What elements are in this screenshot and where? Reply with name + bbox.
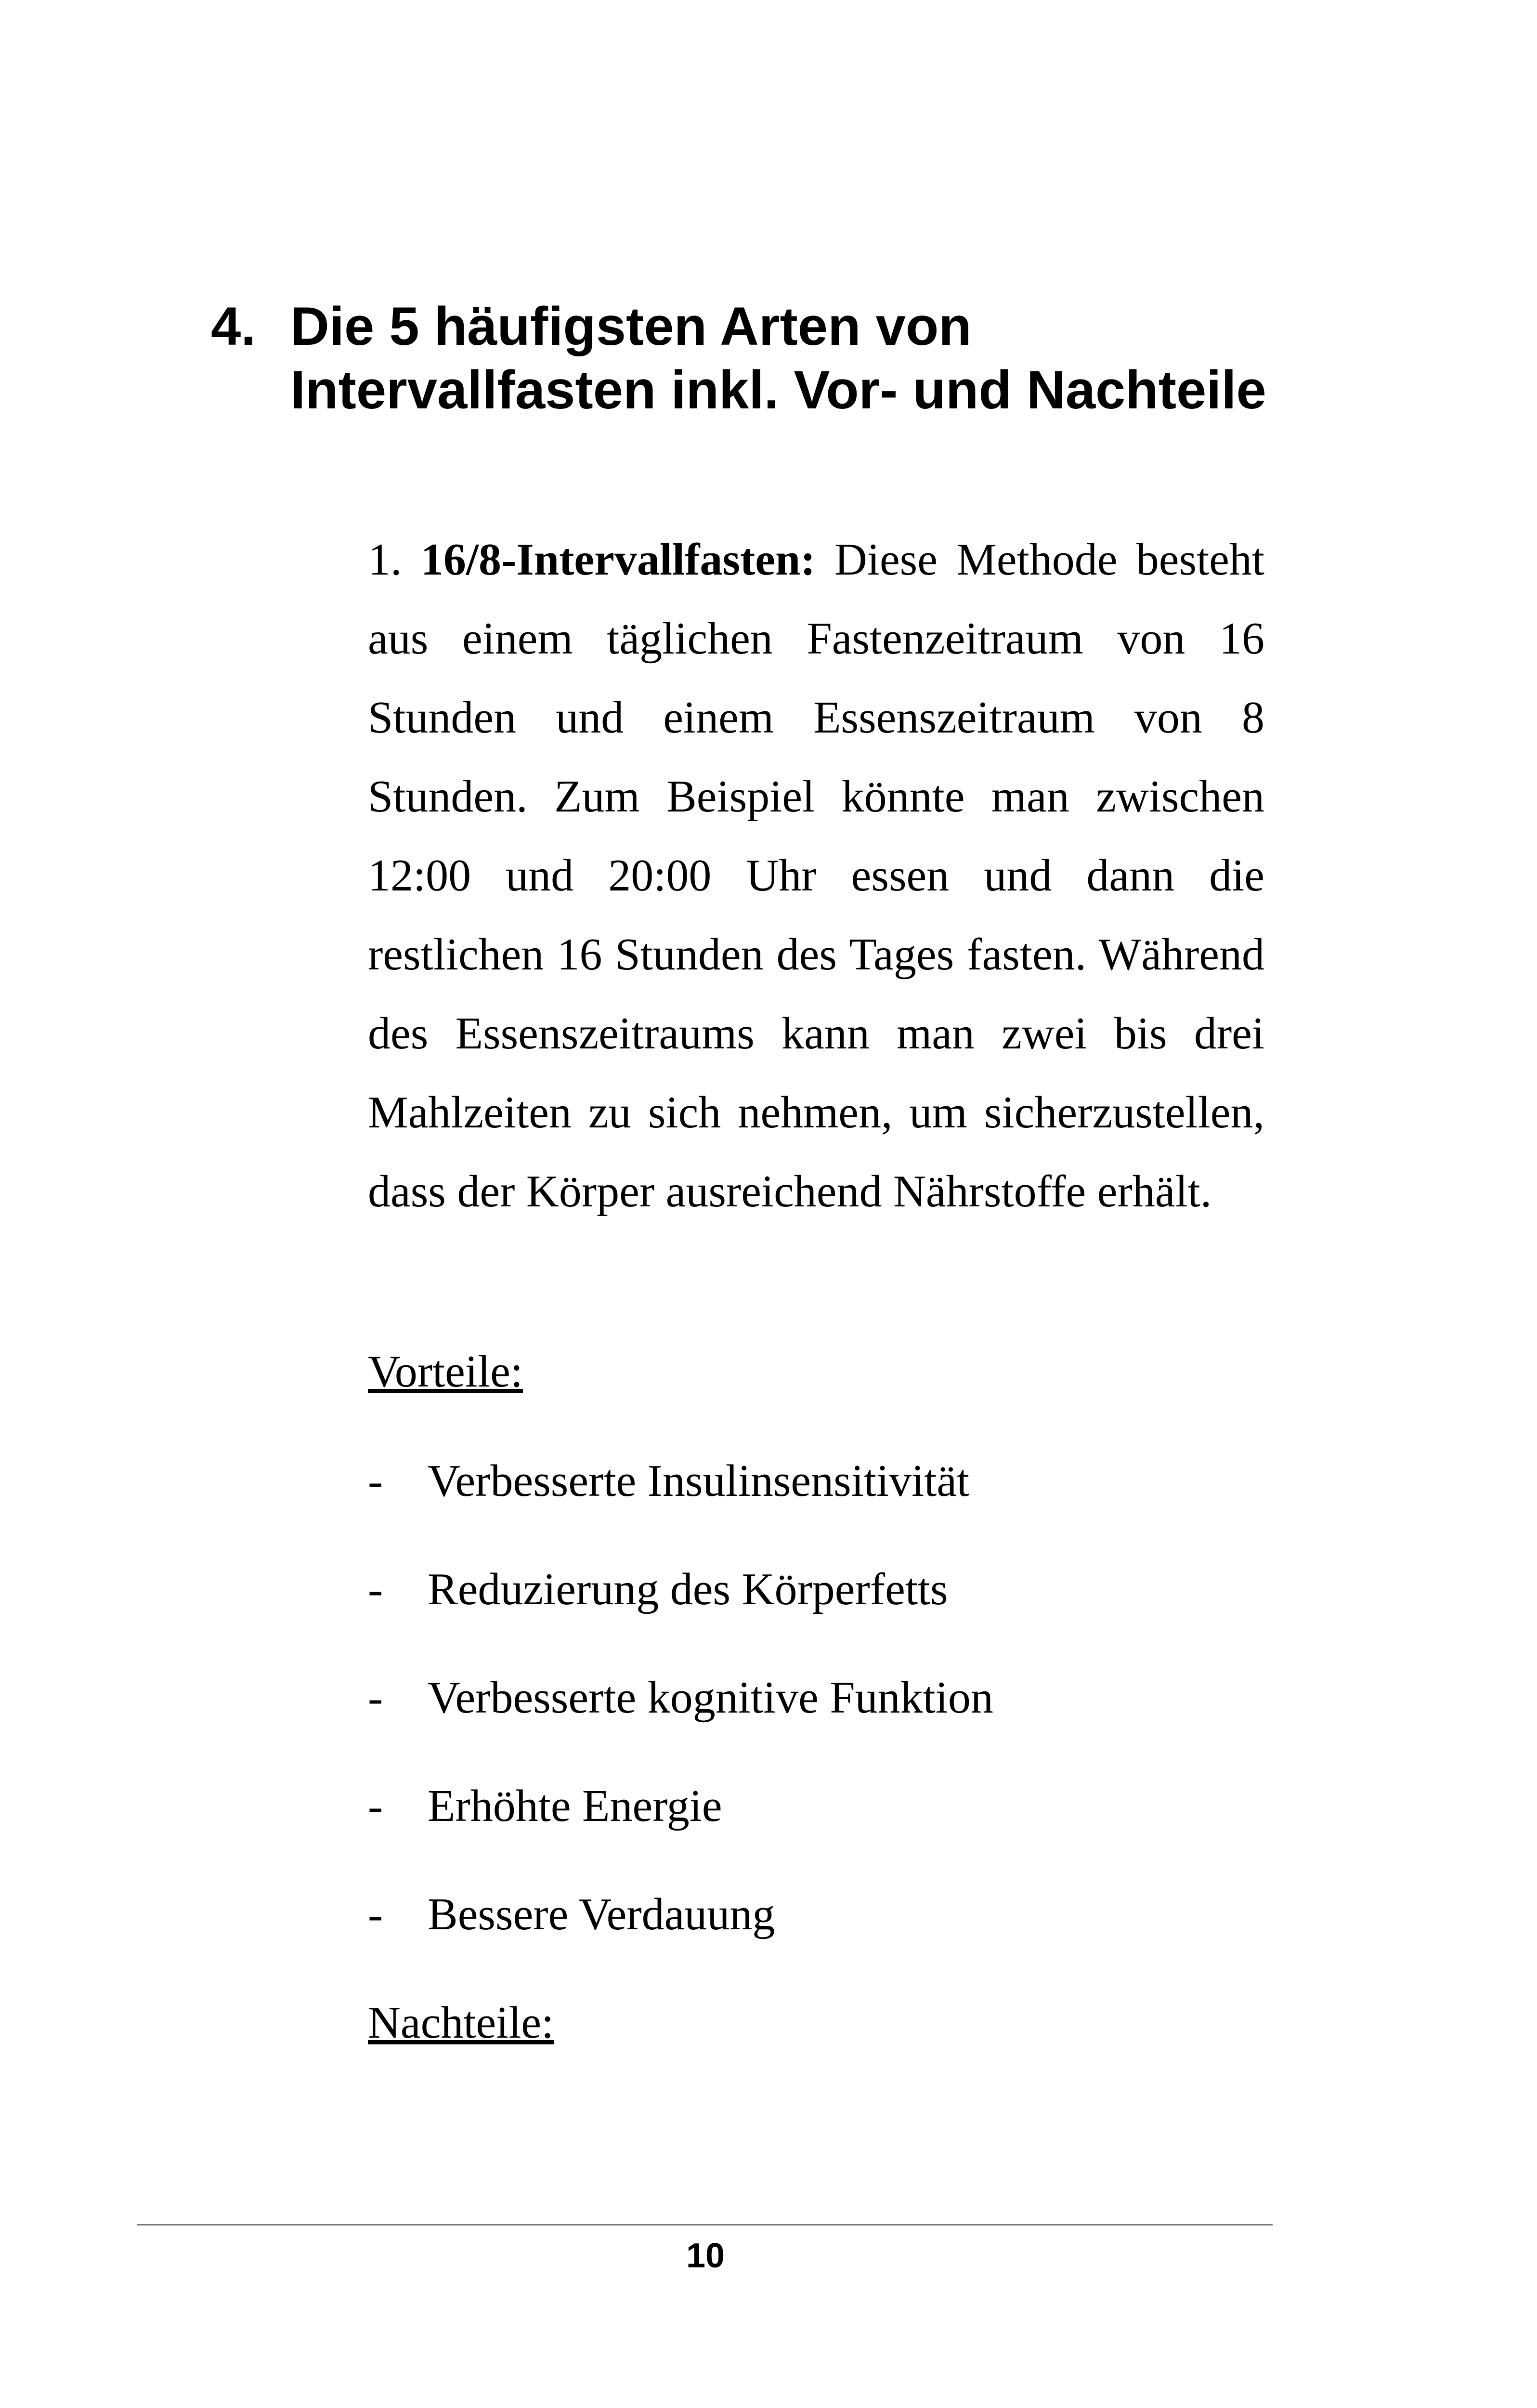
advantages-label: Vorteile: <box>368 1347 523 1397</box>
bullet-dash: - <box>368 1889 383 1939</box>
section-number: 4. <box>211 296 256 356</box>
method-paragraph <box>368 520 1264 1231</box>
method-number: 1. <box>368 535 402 585</box>
disadvantages-label: Nachteile: <box>368 1998 554 2048</box>
footer-divider <box>137 2224 1273 2225</box>
method-name: 16/8-Intervallfasten: <box>420 535 816 585</box>
page-number: 10 <box>686 2237 725 2275</box>
bullet-dash: - <box>368 1456 383 1506</box>
bullet-dash: - <box>368 1673 383 1723</box>
bullet-dash: - <box>368 1781 383 1831</box>
bullet-dash: - <box>368 1564 383 1614</box>
advantage-text: Verbesserte kognitive Funktion <box>428 1673 993 1723</box>
method-description: Diese Methode besteht aus einem täglichen Fastenzeitraum von 16 Stunden und einem Essenszeitraum von 8 Stunden. Zum Beispiel könnte man zwischen 12:00 und 20:00 Uhr essen und dann die restlichen 16 Stunden des Tages fasten. Während des Essenszeitraums kann man zwei bis drei Mahlzeiten zu sich nehmen, um sicherzustellen, dass der Körper ausreichend Nährstoffe erhält. <box>368 535 1265 1217</box>
section-title: Die 5 häufigsten Arten von Intervallfasten inkl. Vor- und Nachteile <box>290 296 1266 420</box>
advantage-text: Verbesserte Insulinsensitivität <box>428 1456 970 1506</box>
section-heading <box>211 295 1318 422</box>
advantage-text: Bessere Verdauung <box>428 1889 775 1939</box>
advantage-text: Reduzierung des Körperfetts <box>428 1564 948 1614</box>
advantage-text: Erhöhte Energie <box>428 1781 722 1831</box>
